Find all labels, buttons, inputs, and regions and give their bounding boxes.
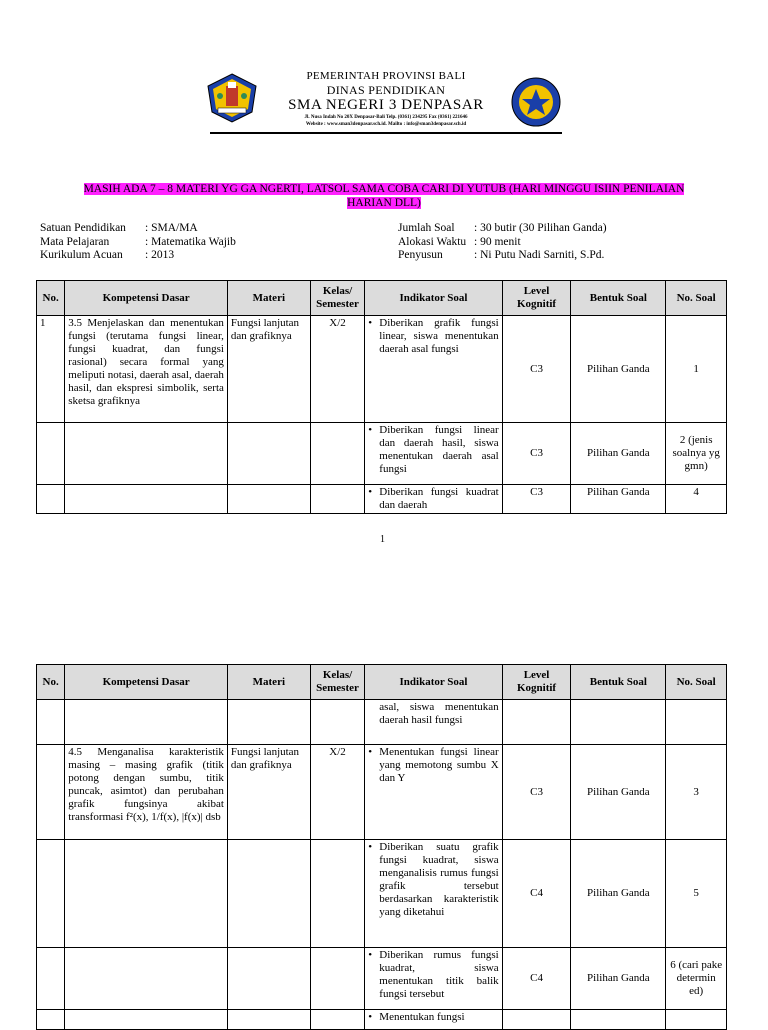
cell-kelas: X/2 <box>310 316 365 423</box>
cell-indikator: • Diberikan fungsi linear dan daerah hasil, siswa menentukan daerah asal fungsi <box>365 423 502 485</box>
document-page-2 <box>0 600 768 1024</box>
cell-kompetensi <box>65 948 228 1010</box>
cell-level <box>502 1010 571 1030</box>
cell-indikator: • Menentukan fungsi linear yang memotong sumbu X dan Y <box>365 745 502 840</box>
cell-kompetensi: 3.5 Menjelaskan dan menentukan fungsi (terutama fungsi linear, fungsi kuadrat, dan fungsi rasional) secara formal yang meliputi notasi, daerah asal, daerah hasil, dan ekspresi simbolik, serta sketsa grafiknya <box>65 316 228 423</box>
table-row <box>37 316 727 423</box>
cell-level <box>502 700 571 745</box>
cell-materi: Fungsi lanjutan dan grafiknya <box>227 316 310 423</box>
cell-bentuk: Pilihan Ganda <box>571 485 666 514</box>
col-header-materi: Materi <box>227 281 310 316</box>
letterhead-government: PEMERINTAH PROVINSI BALI <box>306 70 466 82</box>
table-row <box>37 948 727 1010</box>
cell-bentuk: Pilihan Ganda <box>571 840 666 948</box>
meta-row <box>398 222 607 236</box>
cell-level: C4 <box>502 948 571 1010</box>
cell-indikator-continued: asal, siswa menentukan daerah hasil fungsi <box>365 700 502 745</box>
cell-kelas <box>310 948 365 1010</box>
cell-materi <box>227 485 310 514</box>
cell-bentuk: Pilihan Ganda <box>571 316 666 423</box>
cell-no <box>37 948 65 1010</box>
meta-value: : 30 butir (30 Pilihan Ganda) <box>474 222 607 234</box>
cell-bentuk <box>571 1010 666 1030</box>
school-seal-icon <box>510 76 562 128</box>
cell-materi <box>227 700 310 745</box>
cell-nosoal: 5 <box>666 840 727 948</box>
cell-nosoal: 3 <box>666 745 727 840</box>
cell-kompetensi <box>65 840 228 948</box>
meta-key: Satuan Pendidikan <box>40 222 126 234</box>
cell-nosoal: 6 (cari pake determin ed) <box>666 948 727 1010</box>
cell-materi: Fungsi lanjutan dan grafiknya <box>227 745 310 840</box>
cell-level: C3 <box>502 423 571 485</box>
meta-key: Kurikulum Acuan <box>40 249 123 261</box>
metadata-left <box>40 222 236 263</box>
meta-value: : 2013 <box>145 249 175 261</box>
letterhead-department: DINAS PENDIDIKAN <box>326 83 446 97</box>
highlighted-note <box>76 182 692 210</box>
table-row <box>37 1010 727 1030</box>
meta-value: : 90 menit <box>474 235 521 248</box>
col-header-kompetensi: Kompetensi Dasar <box>65 665 228 700</box>
col-header-bentuk: Bentuk Soal <box>571 281 666 316</box>
cell-kelas <box>310 423 365 485</box>
cell-kelas: X/2 <box>310 745 365 840</box>
meta-key: Mata Pelajaran <box>40 235 110 248</box>
meta-value: : Ni Putu Nadi Sarniti, S.Pd. <box>474 249 605 261</box>
cell-nosoal: 2 (jenis soalnya yg gmn) <box>666 423 727 485</box>
cell-kompetensi <box>65 423 228 485</box>
cell-nosoal: 1 <box>666 316 727 423</box>
cell-nosoal <box>666 700 727 745</box>
cell-indikator: • Diberikan rumus fungsi kuadrat, siswa menentukan titik balik fungsi tersebut <box>365 948 502 1010</box>
table-row <box>37 840 727 948</box>
table-row <box>37 700 727 745</box>
question-grid-table-page-2 <box>36 664 727 1030</box>
letterhead-address: Jl. Nusa Indah No 20X Denpasar-Bali Telp. (0361) 234295 Fax (0361) 221646 <box>304 115 468 120</box>
meta-row <box>40 236 236 250</box>
cell-materi <box>227 948 310 1010</box>
cell-indikator: • Diberikan suatu grafik fungsi kuadrat, siswa menganalisis rumus fungsi grafik tersebut berdasarkan karakteristik yang diketahui <box>365 840 502 948</box>
meta-value: : SMA/MA <box>145 222 198 234</box>
cell-materi <box>227 423 310 485</box>
col-header-no: No. <box>37 665 65 700</box>
meta-key: Jumlah Soal <box>398 222 455 234</box>
page-gap <box>0 560 768 600</box>
meta-value: : Matematika Wajib <box>145 235 236 248</box>
col-header-level: Level Kognitif <box>502 281 571 316</box>
table-header-row <box>37 281 727 316</box>
meta-row <box>40 249 236 263</box>
cell-kompetensi <box>65 485 228 514</box>
cell-kompetensi <box>65 1010 228 1030</box>
cell-bentuk <box>571 700 666 745</box>
table-row <box>37 745 727 840</box>
cell-no: 1 <box>37 316 65 423</box>
col-header-kelas: Kelas/ Semester <box>310 281 365 316</box>
col-header-no: No. <box>37 281 65 316</box>
highlighted-note-text: MASIH ADA 7 – 8 MATERI YG GA NGERTI, LATSOL SAMA COBA CARI DI YUTUB (HARI MINGGU ISIIN PENILAIAN HARIAN DLL) <box>83 183 685 209</box>
meta-key: Alokasi Waktu <box>398 235 467 248</box>
letterhead-rule <box>210 132 562 134</box>
cell-kelas <box>310 1010 365 1030</box>
cell-indikator: • Diberikan grafik fungsi linear, siswa menentukan daerah asal fungsi <box>365 316 502 423</box>
letterhead-school: SMA NEGERI 3 DENPASAR <box>288 97 484 113</box>
cell-no <box>37 1010 65 1030</box>
cell-no <box>37 485 65 514</box>
col-header-level: Level Kognitif <box>502 665 571 700</box>
cell-materi <box>227 1010 310 1030</box>
letterhead-website: Website : www.sman3denpasar.sch.id. Mailto : info@sman3denpasar.sch.id <box>305 122 467 127</box>
question-grid-table-page-1 <box>36 280 727 514</box>
col-header-kelas: Kelas/ Semester <box>310 665 365 700</box>
meta-row <box>40 222 236 236</box>
table-row <box>37 423 727 485</box>
col-header-nosoal: No. Soal <box>666 665 727 700</box>
col-header-kompetensi: Kompetensi Dasar <box>65 281 228 316</box>
cell-no <box>37 840 65 948</box>
cell-bentuk: Pilihan Ganda <box>571 948 666 1010</box>
cell-indikator: • Menentukan fungsi <box>365 1010 502 1030</box>
meta-row <box>398 249 607 263</box>
cell-kelas <box>310 700 365 745</box>
col-header-bentuk: Bentuk Soal <box>571 665 666 700</box>
metadata-right <box>398 222 607 263</box>
cell-level: C3 <box>502 485 571 514</box>
meta-key: Penyusun <box>398 249 443 261</box>
cell-kompetensi <box>65 700 228 745</box>
col-header-indikator: Indikator Soal <box>365 665 502 700</box>
cell-indikator: • Diberikan fungsi kuadrat dan daerah <box>365 485 502 514</box>
cell-level: C4 <box>502 840 571 948</box>
cell-no <box>37 745 65 840</box>
cell-kelas <box>310 840 365 948</box>
cell-bentuk: Pilihan Ganda <box>571 423 666 485</box>
meta-row <box>398 236 607 250</box>
cell-level: C3 <box>502 745 571 840</box>
page-number: 1 <box>380 534 385 545</box>
cell-kelas <box>310 485 365 514</box>
cell-bentuk: Pilihan Ganda <box>571 745 666 840</box>
col-header-nosoal: No. Soal <box>666 281 727 316</box>
cell-nosoal <box>666 1010 727 1030</box>
cell-no <box>37 423 65 485</box>
cell-no <box>37 700 65 745</box>
cell-level: C3 <box>502 316 571 423</box>
cell-kompetensi: 4.5 Menganalisa karakteristik masing – masing grafik (titik potong dengan sumbu, titik puncak, asimtot) dan perubahan grafik fungsinya akibat transformasi f²(x), 1/f(x), |f(x)| dsb <box>65 745 228 840</box>
table-row <box>37 485 727 514</box>
cell-nosoal: 4 <box>666 485 727 514</box>
table-header-row <box>37 665 727 700</box>
col-header-materi: Materi <box>227 665 310 700</box>
cell-materi <box>227 840 310 948</box>
col-header-indikator: Indikator Soal <box>365 281 502 316</box>
